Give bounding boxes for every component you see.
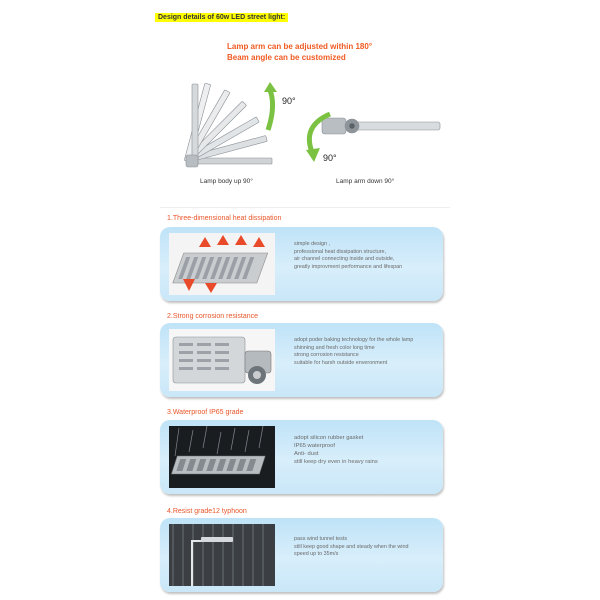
feature-list-corrosion	[294, 337, 439, 367]
feature-card-waterproof	[160, 420, 443, 494]
headline-beam: Beam angle can be customized	[227, 53, 346, 62]
headline-adjust: Lamp arm can be adjusted within 180°	[227, 42, 373, 51]
lamp-body-fan-illustration	[184, 83, 272, 167]
feature-line: shinning and fresh color long time	[294, 344, 375, 351]
feature-headline	[227, 41, 372, 63]
waterproof-image	[169, 426, 275, 488]
section-title-waterproof: 3.Waterproof IP65 grade	[167, 409, 244, 416]
caption-arm-down: Lamp arm down 90°	[336, 178, 395, 185]
angle-label-up: 90°	[282, 96, 296, 106]
feature-line: greatly improvment performance and lifespan	[294, 263, 403, 270]
feature-line: adopt poder baking technology for the whole lamp	[294, 337, 414, 343]
feature-line: Anti- dust	[294, 451, 319, 457]
angle-label-down: 90°	[323, 153, 337, 163]
feature-list-heat	[294, 241, 439, 271]
feature-line: professional heat dissipation structure,	[294, 248, 386, 255]
feature-line: air channel connecting inside and outside,	[294, 256, 395, 263]
rotate-up-arrow-icon	[268, 90, 273, 130]
feature-line: speed up to 35m/s	[294, 551, 339, 558]
feature-line: simple design ,	[294, 241, 330, 247]
feature-list-typhoon	[294, 536, 439, 559]
section-title-corrosion: 2.Strong corrosion resistance	[167, 313, 259, 320]
section-title-heat: 1.Three-dimensional heat dissipation	[167, 215, 282, 222]
divider	[160, 207, 450, 208]
page-title: Design details of 60w LED street light:	[155, 13, 288, 22]
feature-line: IP65 waterproof	[294, 443, 335, 449]
feature-line: adopt silicon rubber gasket	[294, 435, 364, 441]
caption-body-up: Lamp body up 90°	[200, 178, 253, 185]
wind-tunnel-image	[169, 524, 275, 586]
feature-line: strong corrosion resistance	[294, 352, 359, 359]
lamp-rotation-illustration	[180, 70, 450, 195]
corrosion-resistance-image	[169, 329, 275, 391]
section-title-typhoon: 4.Resist grade12 typhoon	[167, 508, 247, 515]
feature-list-waterproof	[294, 434, 439, 466]
feature-line: suitable for harsh outside enveronment	[294, 359, 388, 366]
feature-line: pass wind tunnel tests	[294, 536, 348, 542]
heat-dissipation-image	[169, 233, 275, 295]
lamp-arm-illustration	[322, 118, 440, 134]
feature-card-heat	[160, 227, 443, 301]
feature-line: still keep good shape and steady when the wind	[294, 543, 409, 550]
feature-card-corrosion	[160, 323, 443, 397]
feature-card-typhoon	[160, 518, 443, 592]
feature-line: still keep dry even in heavy rains	[294, 459, 378, 465]
lamp-rotation-diagram	[180, 70, 450, 195]
